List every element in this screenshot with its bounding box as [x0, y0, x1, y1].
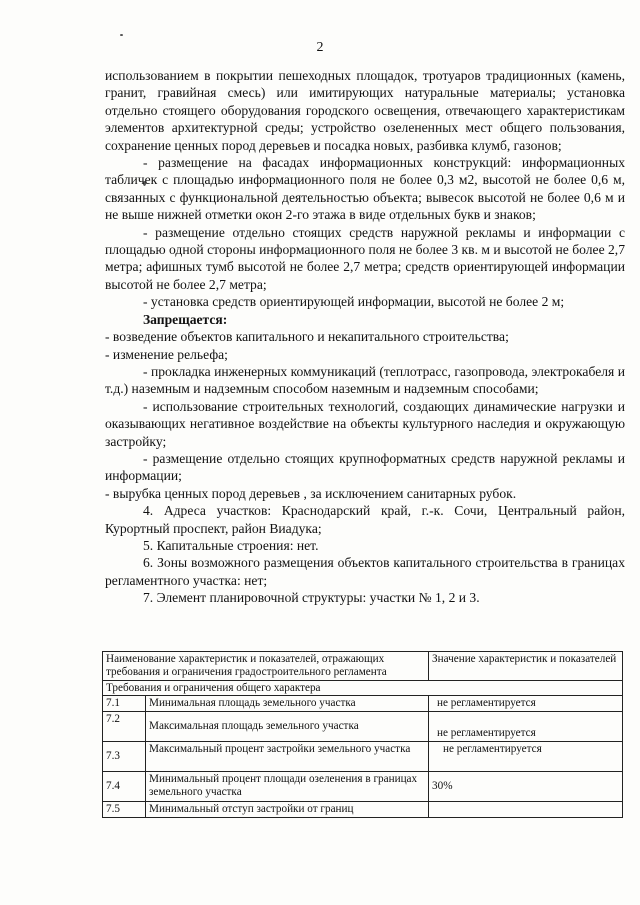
section-title-cell: Требования и ограничения общего характера: [103, 680, 623, 696]
table-row: [103, 696, 623, 712]
row-name: Минимальная площадь земельного участка: [146, 696, 429, 712]
table-row: [103, 712, 623, 742]
prohibited-heading: Запрещается:: [143, 311, 228, 327]
row-value: не регламентируется: [429, 742, 623, 772]
row-name: Максимальный процент застройки земельного участка: [146, 742, 429, 772]
list-item-prohibited: - размещение отдельно стоящих крупноформатных средств наружной рекламы и информации;: [105, 450, 625, 484]
table-row: [103, 802, 623, 818]
scan-speck: [120, 34, 123, 36]
paragraph-outdoor-ads: - размещение отдельно стоящих средств наружной рекламы и информации с площадью одной стороны информационного поля не более 3 кв. м и высотой не более 2,7 метра; афишных тумб высотой не более 2,7 метра; средств ориентирующей информации высотой не более 2,7 метра;: [105, 224, 625, 292]
list-item-prohibited: - вырубка ценных пород деревьев , за исключением санитарных рубок.: [105, 485, 517, 501]
document-body: [105, 67, 625, 607]
list-item-prohibited: - возведение объектов капитального и некапитального строительства;: [105, 329, 509, 345]
paragraph-capital-buildings: 5. Капитальные строения: нет.: [143, 537, 319, 553]
table-row: [103, 742, 623, 772]
paragraph-facade-signs: - размещение на фасадах информационных конструкций: информационных табличек с площадью информационного поля не более 0,3 м2, высотой не более 0,6 м, связанных с функциональной деятельностью объекта; вывесок высотой не более 0,6 м и не выше нижней отметки окон 2-го этажа в виде отдельных букв и знаков;: [105, 155, 625, 223]
row-number: 7.5: [103, 802, 146, 818]
row-number: 7.4: [103, 772, 146, 802]
row-number: 7.1: [103, 696, 146, 712]
paragraph-addresses: 4. Адреса участков: Краснодарский край, г.-к. Сочи, Центральный район, Курортный проспект, район Виадука;: [105, 503, 625, 536]
paragraph-orientation-info: - установка средств ориентирующей информации, высотой не более 2 м;: [143, 294, 565, 310]
table-row: [103, 772, 623, 802]
table-header-row: [103, 652, 623, 681]
row-value: 30%: [429, 772, 623, 802]
list-item-prohibited: - прокладка инженерных коммуникаций (теплотрасс, газопровода, электрокабеля и т.д.) наземным и надземным способом наземным и надземным способами;: [105, 363, 625, 397]
paragraph-construction-zones: 6. Зоны возможного размещения объектов капитального строительства в границах регламентного участка: нет;: [105, 555, 625, 588]
list-item-prohibited: - изменение рельефа;: [105, 346, 228, 362]
page-number: 2: [316, 40, 324, 55]
header-name-cell: Наименование характеристик и показателей, отражающих требования и ограничения градостроительного регламента: [103, 652, 429, 681]
regulation-table: [102, 651, 623, 818]
row-name: Минимальный процент площади озеленения в границах земельного участка: [146, 772, 429, 802]
row-name: Минимальный отступ застройки от границ: [146, 802, 429, 818]
row-value: [429, 802, 623, 818]
row-name: Максимальная площадь земельного участка: [146, 712, 429, 742]
paragraph-continuation: использованием в покрытии пешеходных площадок, тротуаров традиционных (камень, гранит, гравийная смесь) или имитирующих натуральные материалы; установка отдельно стоящего оборудования городского освещения, отвечающего характеристикам элементов архитектурной среды; устройство озелененных мест общего пользования, сохранение ценных пород деревьев и посадка новых, разбивка клумб, газонов;: [105, 68, 625, 153]
list-item-prohibited: - использование строительных технологий, создающих динамические нагрузки и оказывающих негативное воздействие на объекты культурного наследия и окружающую застройку;: [105, 398, 625, 449]
row-number: 7.3: [103, 742, 146, 772]
row-value: не регламентируется: [429, 712, 623, 742]
row-number: 7.2: [103, 712, 146, 742]
header-value-cell: Значение характеристик и показателей: [429, 652, 623, 681]
paragraph-planning-element: 7. Элемент планировочной структуры: участки № 1, 2 и 3.: [143, 590, 480, 606]
table-section-row: [103, 680, 623, 696]
row-value: не регламентируется: [429, 696, 623, 712]
